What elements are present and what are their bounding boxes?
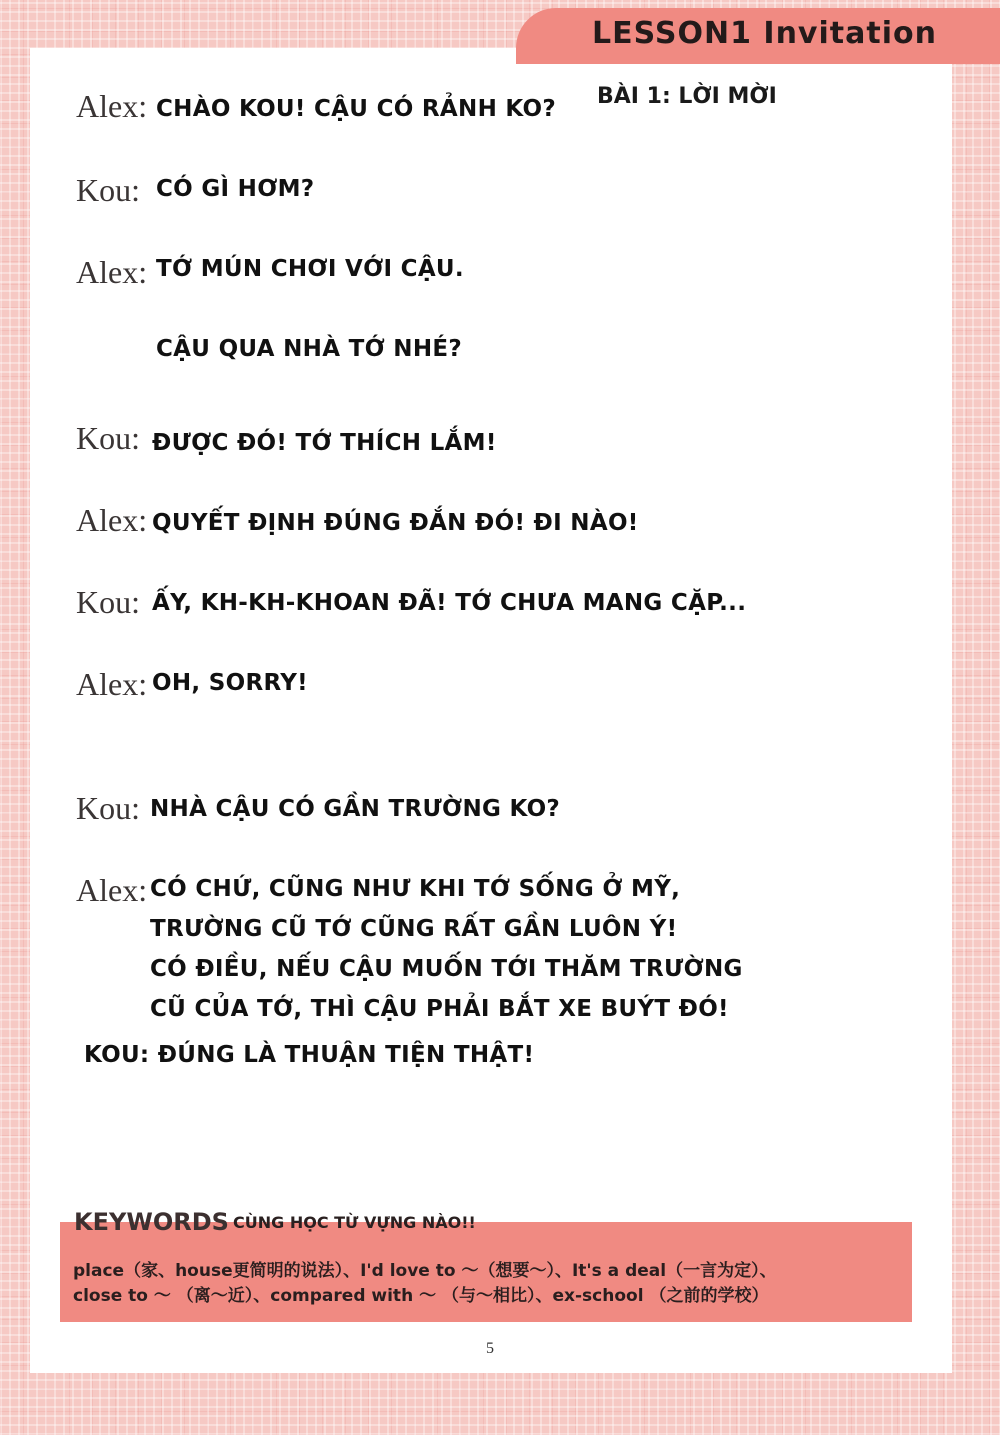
page-sheet <box>30 48 952 1373</box>
dialogue-line: CÓ GÌ HƠM? <box>156 176 315 202</box>
dialogue-line: TỚ MÚN CHƠI VỚI CẬU. <box>156 256 464 282</box>
speaker-label: Kou: <box>76 172 140 208</box>
page-number: 5 <box>486 1340 494 1357</box>
speaker-label: Kou: <box>76 790 140 826</box>
speaker-label: Alex: <box>76 872 148 908</box>
speaker-label: Kou: <box>76 420 140 456</box>
speaker-label: Alex: <box>76 88 148 124</box>
speaker-label: Alex: <box>76 502 148 538</box>
dialogue-line: TRƯỜNG CŨ TỚ CŨNG RẤT GẦN LUÔN Ý! <box>150 916 678 942</box>
dialogue-line: ẤY, KH-KH-KHOAN ĐÃ! TỚ CHƯA MANG CẶP... <box>152 590 747 616</box>
dialogue-line: CŨ CỦA TỚ, THÌ CẬU PHẢI BẮT XE BUÝT ĐÓ! <box>150 996 729 1022</box>
dialogue-line: QUYẾT ĐỊNH ĐÚNG ĐẮN ĐÓ! ĐI NÀO! <box>152 510 639 536</box>
keywords-line: close to ～ （离～近）、compared with ～ （与～相比）、ex-school （之前的学校） <box>73 1286 769 1306</box>
dialogue-line: ĐƯỢC ĐÓ! TỚ THÍCH LẮM! <box>152 430 497 456</box>
keywords-subtitle: CÙNG HỌC TỪ VỰNG NÀO!! <box>233 1213 476 1232</box>
speaker-label: Kou: <box>76 584 140 620</box>
dialogue-line: CHÀO KOU! CẬU CÓ RẢNH KO? <box>156 96 557 122</box>
dialogue-line: CÓ CHỨ, CŨNG NHƯ KHI TỚ SỐNG Ở MỸ, <box>150 876 681 902</box>
dialogue-line: OH, SORRY! <box>152 670 308 696</box>
speaker-label: Alex: <box>76 254 148 290</box>
dialogue-line: NHÀ CẬU CÓ GẦN TRƯỜNG KO? <box>150 796 561 822</box>
keywords-title: KEYWORDS <box>74 1208 229 1236</box>
dialogue-line: CÓ ĐIỀU, NẾU CẬU MUỐN TỚI THĂM TRƯỜNG <box>150 956 743 982</box>
dialogue-line: CẬU QUA NHÀ TỚ NHÉ? <box>156 336 463 362</box>
lesson-subtitle: BÀI 1: LỜI MỜI <box>597 84 777 109</box>
keywords-line: place（家、house更简明的说法）、I'd love to ～（想要～）、It's a deal（一言为定）、 <box>73 1261 777 1281</box>
speaker-label: Alex: <box>76 666 148 702</box>
dialogue-line: KOU: ĐÚNG LÀ THUẬN TIỆN THẬT! <box>84 1042 535 1068</box>
lesson-title: LESSON1 Invitation <box>592 16 937 51</box>
